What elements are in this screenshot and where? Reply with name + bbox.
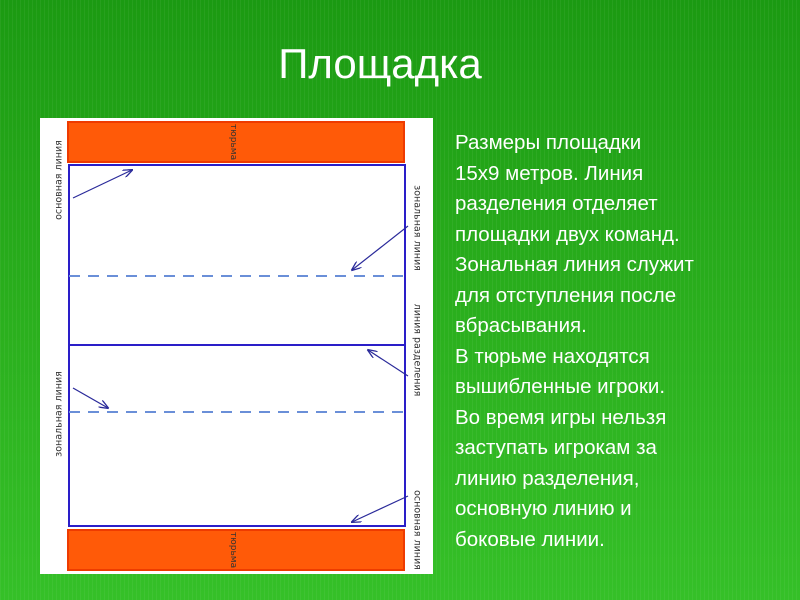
description-line: Во время игры нельзя (455, 405, 667, 429)
prison-label-top: тюрьма (228, 123, 238, 161)
description-line: линию разделения, (455, 466, 640, 490)
arrow-division-line (368, 350, 408, 376)
description-line: заступать игрокам за (455, 436, 657, 459)
description-line: Зональная линия служит (455, 253, 694, 276)
description-text (455, 128, 785, 555)
main-line-label-left: основная линия (53, 140, 65, 220)
arrow-zone-line-bottom (73, 388, 108, 408)
description-line: разделения отделяет (455, 192, 658, 215)
description-line: вышибленные игроки. (455, 375, 666, 398)
description-line: Размеры площадки (455, 131, 642, 154)
arrow-main-line-bottom (352, 496, 408, 522)
prison-label-bottom: тюрьма (228, 531, 238, 569)
arrow-zone-line-top (352, 226, 408, 270)
description-line: вбрасывания. (455, 314, 587, 337)
zone-line-label-left: зональная линия (53, 371, 65, 457)
zone-line-label-right: зональная линия (411, 185, 423, 271)
main-line-label-right: основная линия (411, 490, 423, 570)
description-line: 15х9 метров. Линия (455, 161, 644, 185)
division-line-label-right: линия разделения (411, 303, 423, 397)
arrow-main-line-top (73, 170, 132, 198)
description-line: для отступления после (455, 283, 677, 307)
description-line: В тюрьме находятся (455, 344, 650, 368)
court-diagram (40, 118, 433, 574)
description-line: основную линию и (455, 497, 632, 520)
court-diagram-svg (40, 118, 433, 574)
slide-title: Площадка (278, 40, 482, 87)
description-line: боковые линии. (455, 527, 605, 551)
description-line: площадки двух команд. (455, 222, 680, 246)
